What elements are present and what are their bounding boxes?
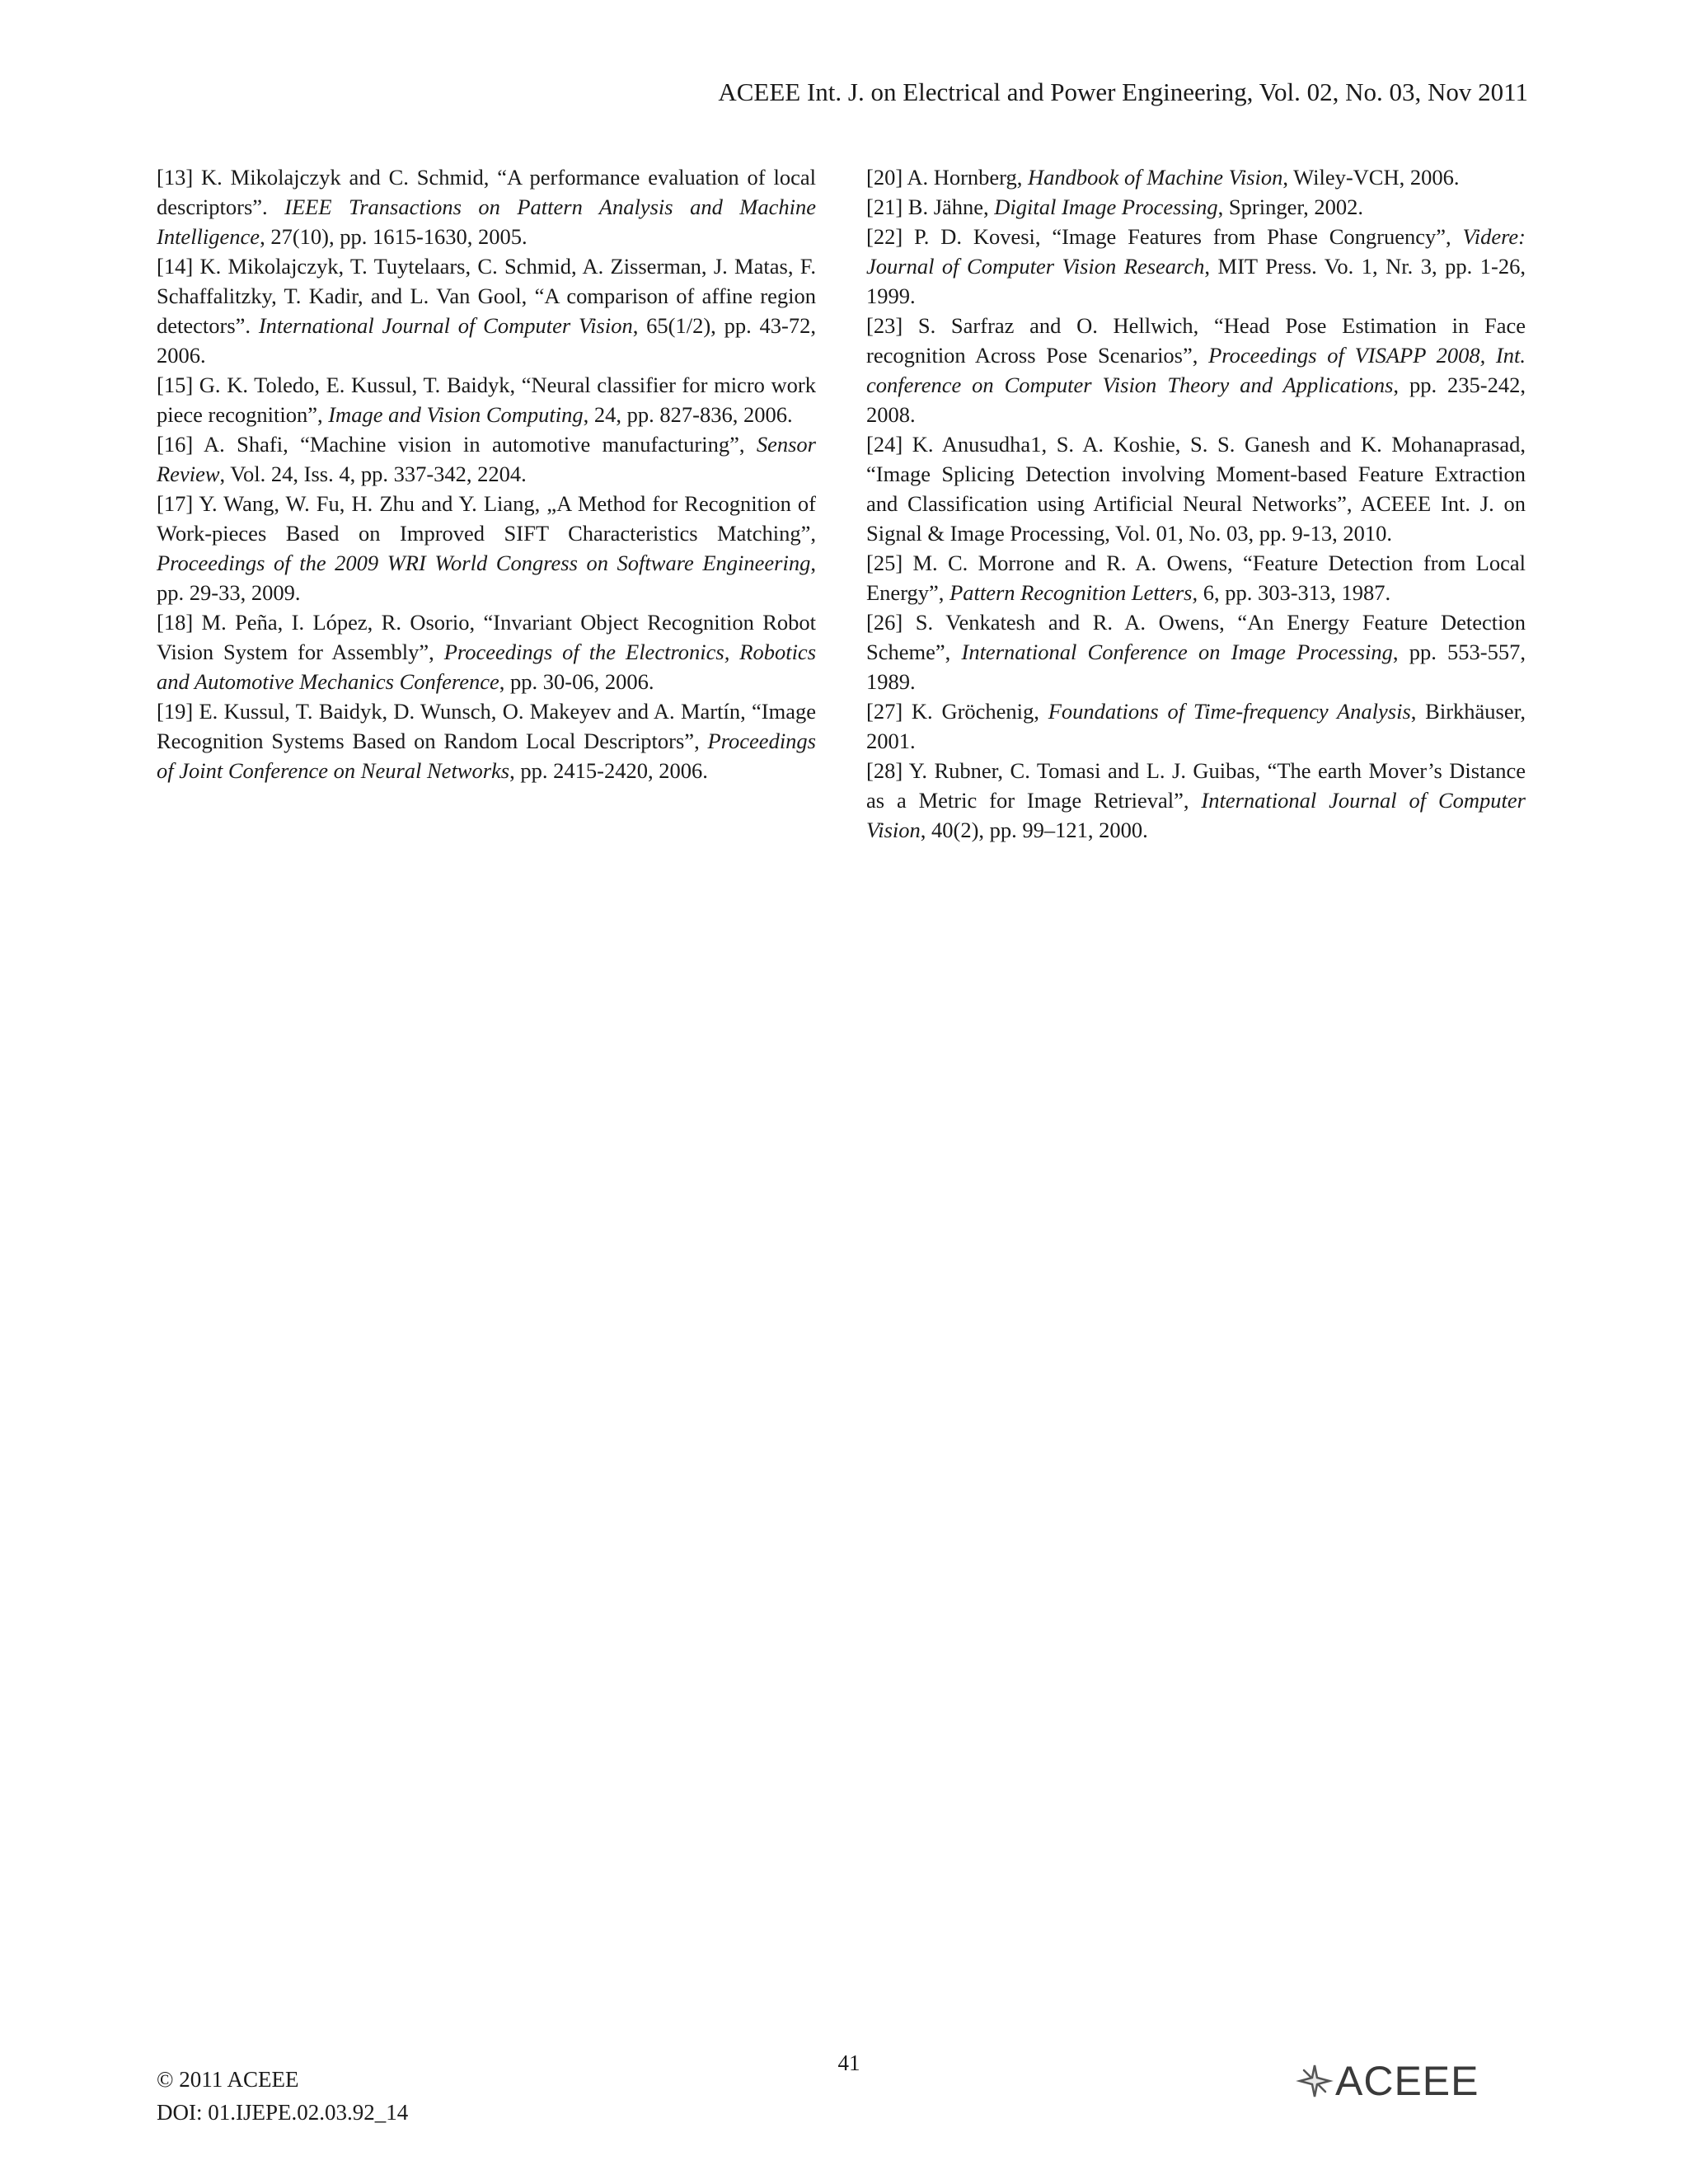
reference-number: [22]	[866, 224, 903, 249]
reference-item	[866, 162, 1526, 192]
reference-text: A. Hornberg,	[903, 165, 1029, 190]
reference-item	[157, 370, 816, 429]
reference-venue: IEEE Transactions on Pattern Analysis and Machine Intelligence	[157, 194, 816, 249]
reference-venue: Proceedings of the Electronics, Robotics and Automotive Mechanics Conference	[157, 640, 817, 694]
reference-text: G. K. Toledo, E. Kussul, T. Baidyk, “Neural classifier for micro work piece recognition”,	[157, 373, 816, 427]
reference-item	[157, 251, 816, 370]
references-left-column	[157, 162, 816, 785]
reference-details: , 27(10), pp. 1615-1630, 2005.	[260, 224, 528, 249]
star-icon	[1296, 2062, 1334, 2100]
reference-number: [23]	[866, 313, 903, 338]
reference-number: [21]	[866, 194, 903, 219]
reference-details: , pp. 29-33, 2009.	[157, 551, 816, 605]
reference-venue: International Journal of Computer Vision	[866, 788, 1526, 842]
reference-item	[866, 311, 1526, 429]
reference-venue: Proceedings of VISAPP 2008, Int. conference on Computer Vision Theory and Applications	[866, 343, 1526, 397]
reference-venue: Proceedings of the 2009 WRI World Congress on Software Engineering	[157, 551, 811, 575]
reference-item	[866, 696, 1526, 756]
reference-details: , pp. 235-242, 2008.	[866, 373, 1526, 427]
reference-number: [27]	[866, 699, 903, 724]
reference-text: P. D. Kovesi, “Image Features from Phase Congruency”,	[903, 224, 1463, 249]
reference-item	[866, 548, 1526, 607]
doi-identifier: DOI: 01.IJEPE.02.03.92_14	[157, 2100, 409, 2125]
reference-number: [13]	[157, 165, 194, 190]
reference-details: , Wiley-VCH, 2006.	[1282, 165, 1460, 190]
reference-details: , 40(2), pp. 99–121, 2000.	[920, 818, 1148, 842]
reference-number: [14]	[157, 254, 194, 279]
reference-item	[157, 696, 816, 785]
reference-venue: Image and Vision Computing	[328, 402, 584, 427]
reference-venue: Digital Image Processing	[994, 194, 1218, 219]
reference-text: K. Gröchenig,	[903, 699, 1048, 724]
reference-venue: Videre: Journal of Computer Vision Research	[866, 224, 1526, 279]
reference-venue: Pattern Recognition Letters,	[950, 580, 1198, 605]
copyright-notice: © 2011 ACEEE	[157, 2067, 299, 2092]
reference-text: K. Mikolajczyk and C. Schmid, “A performance evaluation of local descriptors”.	[157, 165, 816, 219]
reference-venue: Foundations of Time-frequency Analysis	[1048, 699, 1411, 724]
aceee-logo	[1296, 2056, 1479, 2106]
reference-number: [26]	[866, 610, 903, 635]
reference-number: [19]	[157, 699, 194, 724]
reference-text: S. Venkatesh and R. A. Owens, “An Energy Feature Detection Scheme”,	[866, 610, 1526, 664]
reference-number: [20]	[866, 165, 903, 190]
reference-text: K. Anusudha1, S. A. Koshie, S. S. Ganesh and K. Mohanaprasad, “Image Splicing Detection involving Moment-based Feature Extraction and Classification using Artificial Neural Networks”, ACEEE Int. J. on Signal & Image Processing, Vol. 01, No. 03, pp. 9-13, 2010.	[866, 432, 1526, 546]
footer-info	[157, 2063, 408, 2129]
reference-venue: Handbook of Machine Vision	[1028, 165, 1283, 190]
reference-text: A. Shafi, “Machine vision in automotive manufacturing”,	[193, 432, 757, 457]
reference-number: [24]	[866, 432, 903, 457]
reference-details: , Springer, 2002.	[1217, 194, 1363, 219]
reference-details: 6, pp. 303-313, 1987.	[1198, 580, 1391, 605]
reference-number: [25]	[866, 551, 903, 575]
logo-wordmark: ACEEE	[1335, 2058, 1479, 2104]
reference-number: [28]	[866, 758, 903, 783]
reference-venue: International Conference on Image Processing	[961, 640, 1393, 664]
reference-item	[866, 429, 1526, 548]
reference-details: , pp. 30-06, 2006.	[499, 669, 654, 694]
reference-item	[157, 607, 816, 696]
reference-item	[157, 489, 816, 607]
reference-text: Y. Wang, W. Fu, H. Zhu and Y. Liang, „A Method for Recognition of Work-pieces Based on Improved SIFT Characteristics Matching”,	[157, 491, 816, 546]
reference-number: [18]	[157, 610, 194, 635]
reference-details: , MIT Press. Vo. 1, Nr. 3, pp. 1-26, 1999.	[866, 254, 1526, 308]
reference-details: , 65(1/2), pp. 43-72, 2006.	[157, 313, 816, 368]
reference-venue: International Journal of Computer Vision	[258, 313, 633, 338]
reference-text: S. Sarfraz and O. Hellwich, “Head Pose Estimation in Face recognition Across Pose Scenarios”,	[866, 313, 1526, 368]
reference-details: , pp. 2415-2420, 2006.	[509, 758, 708, 783]
reference-item	[866, 222, 1526, 311]
reference-number: [15]	[157, 373, 194, 397]
reference-item	[157, 429, 816, 489]
reference-text: M. C. Morrone and R. A. Owens, “Feature Detection from Local Energy”,	[866, 551, 1526, 605]
running-header: ACEEE Int. J. on Electrical and Power Engineering, Vol. 02, No. 03, Nov 2011	[718, 77, 1528, 106]
reference-item	[866, 607, 1526, 696]
reference-venue: Proceedings of Joint Conference on Neural Networks	[157, 729, 816, 783]
reference-number: [17]	[157, 491, 194, 516]
reference-item	[866, 756, 1526, 845]
reference-details: , Birkhäuser, 2001.	[866, 699, 1526, 753]
reference-details: , 24, pp. 827-836, 2006.	[583, 402, 793, 427]
reference-details: , Vol. 24, Iss. 4, pp. 337-342, 2204.	[219, 462, 527, 486]
reference-details: , pp. 553-557, 1989.	[866, 640, 1526, 694]
reference-text: E. Kussul, T. Baidyk, D. Wunsch, O. Makeyev and A. Martín, “Image Recognition Systems Based on Random Local Descriptors”,	[157, 699, 816, 753]
reference-item	[157, 162, 816, 251]
reference-text: K. Mikolajczyk, T. Tuytelaars, C. Schmid, A. Zisserman, J. Matas, F. Schaffalitzky, T. Kadir, and L. Van Gool, “A comparison of affine region detectors”.	[157, 254, 816, 338]
reference-text: Y. Rubner, C. Tomasi and L. J. Guibas, “The earth Mover’s Distance as a Metric for Image Retrieval”,	[866, 758, 1526, 813]
page-number: 41	[837, 2050, 860, 2075]
reference-venue: Sensor Review	[157, 432, 816, 486]
reference-number: [16]	[157, 432, 194, 457]
references-right-column	[866, 162, 1526, 845]
reference-text: B. Jähne,	[903, 194, 995, 219]
reference-item	[866, 192, 1526, 222]
reference-text: M. Peña, I. López, R. Osorio, “Invariant Object Recognition Robot Vision System for Assembly”,	[157, 610, 816, 664]
